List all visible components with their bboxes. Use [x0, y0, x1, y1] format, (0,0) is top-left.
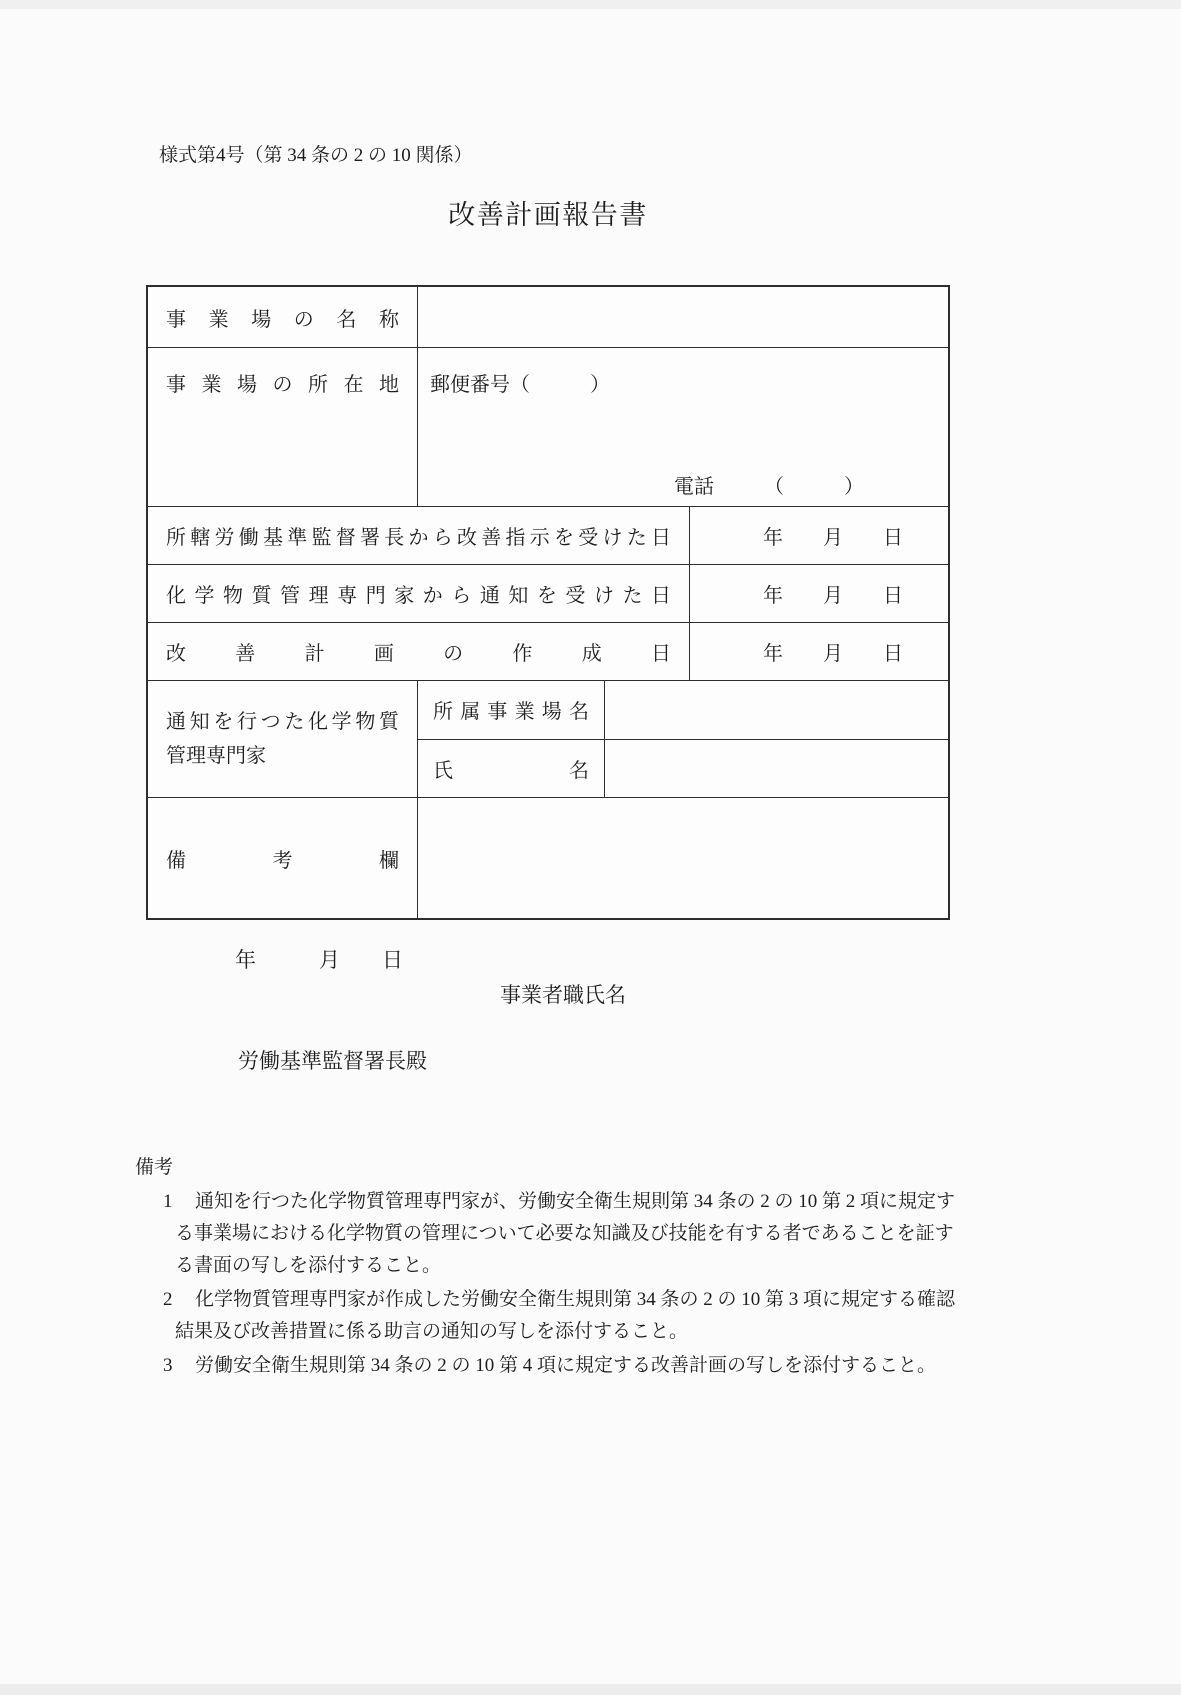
expert-notice-date-value-cell: 年 月 日 — [763, 585, 903, 607]
report-table — [146, 285, 950, 920]
business-address-label: 事業場の所在地 — [166, 374, 399, 396]
notifying-expert-label-cell — [148, 681, 418, 797]
document-title: 改善計画報告書 — [448, 200, 648, 230]
note-item-2-text: 化学物質管理専門家が作成した労働安全衛生規則第 34 条の 2 の 10 第 3 項に規定する確認 — [195, 1289, 956, 1310]
addressee-line: 労働基準監督署長殿 — [238, 1049, 427, 1073]
row-expert-notice-date — [148, 564, 948, 622]
note-item-1-line-2: る事業場における化学物質の管理について必要な知識及び技能を有する者であることを証す — [175, 1223, 954, 1244]
expert-name-label-cell — [418, 740, 605, 798]
expert-office-row — [418, 681, 948, 739]
plan-creation-date-label-cell — [148, 623, 690, 680]
business-address-value-cell — [418, 348, 948, 506]
row-plan-creation-date — [148, 622, 948, 680]
closing-date-line: 年 月 日 — [235, 948, 403, 972]
note-item-3-text: 労働安全衛生規則第 34 条の 2 の 10 第 4 項に規定する改善計画の写しを添付すること。 — [195, 1355, 937, 1376]
notifying-expert-label: 通知を行つた化学物質 管理専門家 — [166, 711, 399, 767]
remarks-label-cell — [148, 798, 418, 918]
notes-section — [135, 1152, 955, 1382]
note-item-1-text: 通知を行つた化学物質管理専門家が、労働安全衛生規則第 34 条の 2 の 10 第 2 項に規定す — [195, 1191, 956, 1212]
note-item-3 — [163, 1350, 955, 1382]
note-item-1-line-3: る書面の写しを添付すること。 — [175, 1255, 442, 1276]
plan-creation-date-value-cell: 年 月 日 — [763, 643, 903, 665]
postal-code-label: 郵便番号（ ） — [430, 374, 610, 396]
row-business-address — [148, 347, 948, 506]
instruction-date-label-cell — [148, 507, 690, 564]
note-item-1 — [163, 1186, 955, 1218]
expert-name-value-cell — [605, 740, 948, 798]
employer-signature-label: 事業者職氏名 — [500, 983, 626, 1007]
notifying-expert-subtable — [418, 681, 948, 797]
note-item-3-number: 3 — [163, 1355, 173, 1376]
expert-name-label: 氏名 — [433, 759, 589, 782]
expert-notice-date-label-cell — [148, 565, 690, 622]
row-business-name — [148, 287, 948, 347]
notes-heading: 備考 — [135, 1157, 174, 1178]
instruction-date-value-cell: 年 月 日 — [763, 527, 903, 549]
business-name-label: 事業場の名称 — [166, 308, 399, 331]
note-item-2-number: 2 — [163, 1289, 173, 1310]
remarks-label: 備考欄 — [166, 849, 399, 872]
expert-office-label: 所属事業場名 — [433, 701, 589, 724]
expert-name-row — [418, 739, 948, 798]
plan-creation-date-label: 改善計画の作成日 — [166, 643, 671, 665]
remarks-value-cell — [418, 798, 948, 918]
instruction-date-label: 所轄労働基準監督署長から改善指示を受けた日 — [166, 527, 671, 549]
note-item-2-line-2: 結果及び改善措置に係る助言の通知の写しを添付すること。 — [175, 1321, 689, 1342]
expert-notice-date-label: 化学物質管理専門家から通知を受けた日 — [166, 585, 671, 607]
row-notifying-expert — [148, 680, 948, 797]
row-improvement-instruction-date — [148, 506, 948, 564]
business-address-label-cell — [148, 348, 418, 506]
phone-label: 電話 （ ） — [674, 476, 864, 498]
scan-edge-bottom — [0, 1684, 1181, 1695]
expert-office-value-cell — [605, 681, 948, 739]
note-item-2 — [163, 1284, 955, 1316]
row-remarks — [148, 797, 948, 918]
business-name-label-cell — [148, 287, 418, 347]
scan-edge-top — [0, 0, 1181, 9]
business-name-value-cell — [418, 287, 948, 347]
expert-office-label-cell — [418, 681, 605, 739]
note-item-1-number: 1 — [163, 1191, 173, 1212]
form-number: 様式第4号（第 34 条の 2 の 10 関係） — [159, 145, 473, 166]
